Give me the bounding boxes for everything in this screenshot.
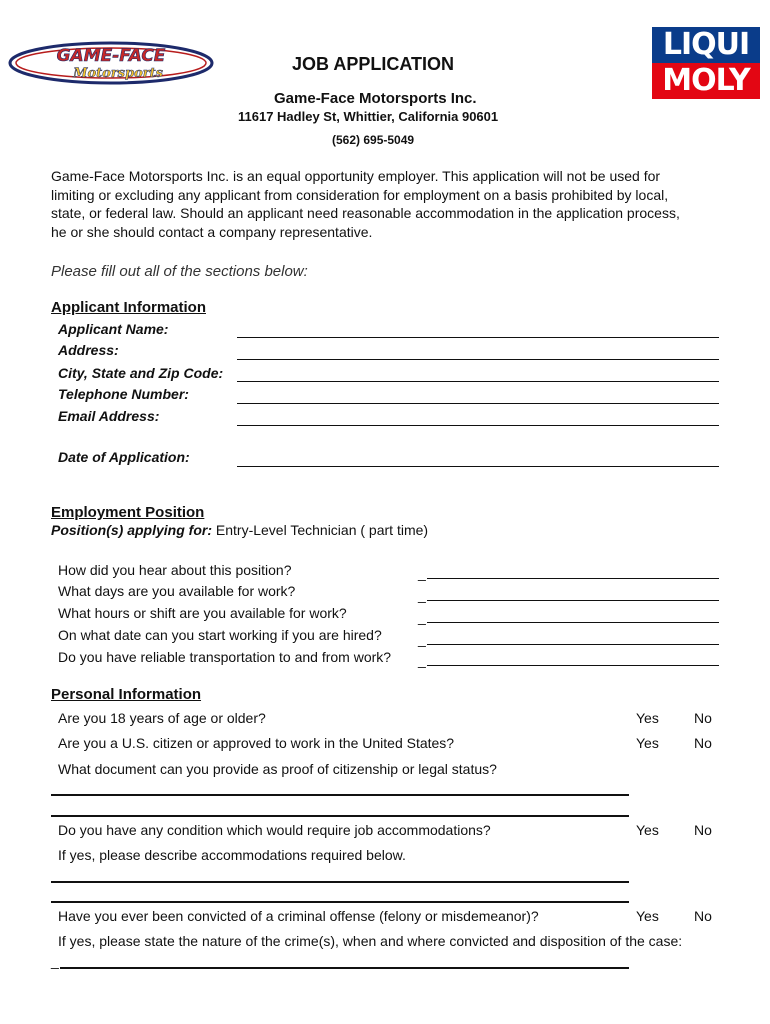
company-name: Game-Face Motorsports Inc. [274, 90, 477, 107]
accommodation-no-option[interactable]: No [694, 822, 712, 838]
intro-line: he or she should contact a company representative. [51, 223, 373, 240]
liqui-moly-logo [652, 27, 760, 99]
date-of-application-field[interactable] [237, 466, 719, 467]
employment-answer-3-field[interactable] [427, 622, 719, 623]
citizen-no-option[interactable]: No [694, 735, 712, 751]
blank-mark: _ [418, 587, 426, 603]
telephone-label: Telephone Number: [58, 386, 189, 402]
employment-question-1: How did you hear about this position? [58, 562, 292, 578]
svg-text:GAME-FACE: GAME-FACE [56, 46, 166, 66]
blank-mark: _ [418, 609, 426, 625]
accommodation-answer-field-2[interactable] [51, 901, 629, 903]
applicant-section-heading: Applicant Information [51, 299, 206, 316]
employment-answer-2-field[interactable] [427, 600, 719, 601]
instruction-text: Please fill out all of the sections below: [51, 263, 308, 280]
accommodation-note: If yes, please describe accommodations required below. [58, 847, 406, 863]
age-no-option[interactable]: No [694, 710, 712, 726]
employment-answer-1-field[interactable] [427, 578, 719, 579]
criminal-yes-option[interactable]: Yes [636, 908, 659, 924]
criminal-question: Have you ever been convicted of a criminal offense (felony or misdemeanor)? [58, 908, 539, 924]
intro-line: limiting or excluding any applicant from consideration for employment on a basis prohibited by local, [51, 186, 669, 203]
employment-section-heading: Employment Position [51, 504, 205, 521]
citizen-yes-option[interactable]: Yes [636, 735, 659, 751]
criminal-note: If yes, please state the nature of the crime(s), when and where convicted and disposition of the case: [58, 933, 683, 949]
employment-answer-4-field[interactable] [427, 644, 719, 645]
email-field[interactable] [237, 425, 719, 426]
page-title: JOB APPLICATION [292, 54, 455, 74]
date-of-application-label: Date of Application: [58, 449, 190, 465]
age-question: Are you 18 years of age or older? [58, 710, 266, 726]
personal-section-heading: Personal Information [51, 686, 202, 703]
document-question: What document can you provide as proof of citizenship or legal status? [58, 761, 497, 777]
document-answer-field-1[interactable] [51, 794, 629, 796]
svg-text:Motorsports: Motorsports [73, 66, 163, 81]
blank-mark: _ [418, 565, 426, 581]
position-applying [51, 522, 428, 538]
trail-mark: _ [51, 953, 59, 969]
accommodation-question: Do you have any condition which would require job accommodations? [58, 822, 491, 838]
accommodation-yes-option[interactable]: Yes [636, 822, 659, 838]
intro-line: state, or federal law. Should an applicant need reasonable accommodation in the application process, [51, 205, 680, 221]
address-label: Address: [58, 342, 119, 358]
criminal-answer-field-1[interactable] [60, 967, 629, 969]
age-yes-option[interactable]: Yes [636, 710, 659, 726]
accommodation-answer-field-1[interactable] [51, 881, 629, 883]
applicant-name-field[interactable] [237, 337, 719, 338]
position-label: Position(s) applying for: [51, 522, 212, 538]
employment-answer-5-field[interactable] [427, 665, 719, 666]
employment-question-4: On what date can you start working if you are hired? [58, 627, 382, 643]
telephone-field[interactable] [237, 403, 719, 404]
email-label: Email Address: [58, 408, 160, 424]
company-phone: (562) 695-5049 [332, 133, 415, 147]
citizen-question: Are you a U.S. citizen or approved to work in the United States? [58, 735, 455, 751]
employment-question-2: What days are you available for work? [58, 583, 296, 599]
intro-line: Game-Face Motorsports Inc. is an equal opportunity employer. This application will not be used for [51, 168, 661, 184]
position-value: Entry-Level Technician ( part time) [212, 522, 429, 538]
liqui-moly-logo-line2: MOLY [662, 63, 750, 98]
employment-question-3: What hours or shift are you available for work? [58, 605, 347, 621]
applicant-name-label: Applicant Name: [58, 321, 169, 337]
intro-paragraph [51, 167, 731, 241]
blank-mark: _ [418, 652, 426, 668]
address-field[interactable] [237, 359, 719, 360]
game-face-logo [8, 40, 214, 86]
city-state-zip-label: City, State and Zip Code: [58, 365, 224, 381]
blank-mark: _ [418, 631, 426, 647]
criminal-no-option[interactable]: No [694, 908, 712, 924]
company-address: 11617 Hadley St, Whittier, California 90601 [238, 109, 499, 124]
employment-question-5: Do you have reliable transportation to and from work? [58, 649, 392, 665]
city-state-zip-field[interactable] [237, 381, 719, 382]
document-answer-field-2[interactable] [51, 815, 629, 817]
liqui-moly-logo-line1: LIQUI [662, 27, 750, 62]
